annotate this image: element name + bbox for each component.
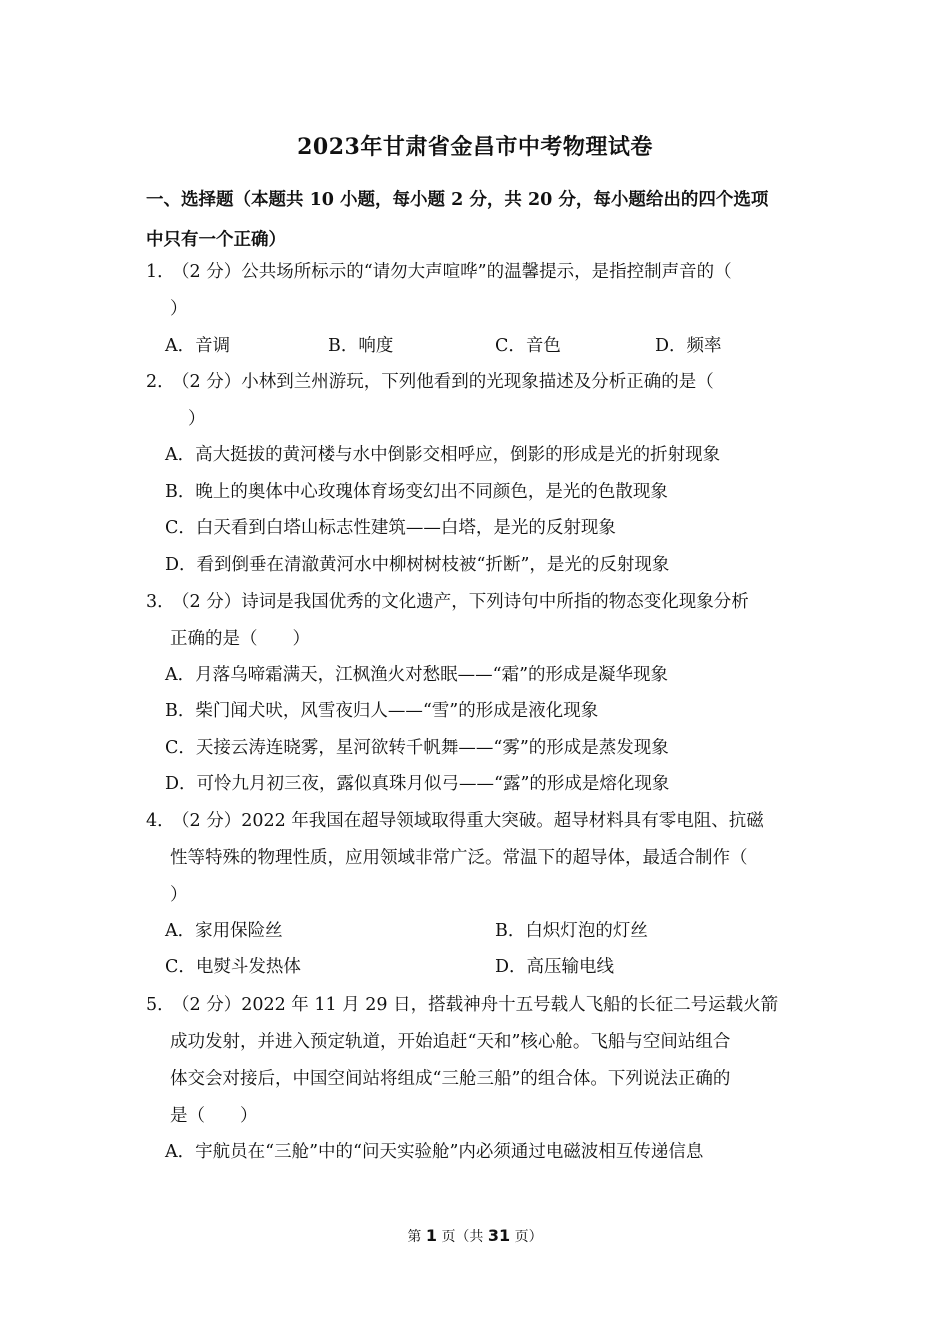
section-heading: 一、选择题（本题共 10 小题，每小题 2 分，共 20 分，每小题给出的四个选项	[146, 190, 769, 210]
question-text: （2 分）诗词是我国优秀的文化遗产，下列诗句中所指的物态变化现象分析	[172, 592, 749, 612]
option-b: B．响度	[328, 336, 394, 356]
footer-page-number: 1	[425, 1226, 437, 1245]
option-a: A．音调	[165, 336, 231, 356]
option-c: C．天接云涛连晓雾，星河欲转千帆舞——“雾”的形成是蒸发现象	[165, 738, 669, 758]
question-text: 正确的是（ ）	[170, 629, 310, 649]
option-d: D．可怜九月初三夜，露似真珠月似弓——“露”的形成是熔化现象	[165, 774, 670, 794]
option-d: D．频率	[655, 336, 722, 356]
option-c: C．白天看到白塔山标志性建筑——白塔，是光的反射现象	[165, 518, 616, 538]
question-number: 4．	[146, 811, 175, 831]
section-heading-cont: 中只有一个正确）	[146, 230, 286, 250]
option-a: A．宇航员在“三舱”中的“问天实验舱”内必须通过电磁波相互传递信息	[165, 1142, 704, 1162]
footer-total-pages: 31	[487, 1226, 511, 1245]
question-text: （2 分）2022 年我国在超导领域取得重大突破。超导材料具有零电阻、抗磁	[172, 811, 764, 831]
footer-suffix: 页）	[514, 1229, 543, 1245]
option-b: B．晚上的奥体中心玫瑰体育场变幻出不同颜色，是光的色散现象	[165, 482, 668, 502]
option-b: B．白炽灯泡的灯丝	[495, 921, 648, 941]
footer-middle: 页（共	[441, 1229, 484, 1245]
option-d: D．高压输电线	[495, 957, 615, 977]
page-footer	[0, 1226, 950, 1246]
question-text: ）	[170, 299, 188, 319]
footer-prefix: 第	[407, 1229, 422, 1245]
question-number: 1．	[146, 262, 175, 282]
question-number: 3．	[146, 592, 175, 612]
question-number: 5．	[146, 995, 175, 1015]
question-text: 是（ ）	[170, 1106, 258, 1126]
question-text: 成功发射，并进入预定轨道，开始追赶“天和”核心舱。飞船与空间站组合	[170, 1032, 731, 1052]
question-text: 体交会对接后，中国空间站将组成“三舱三船”的组合体。下列说法正确的	[170, 1069, 731, 1089]
option-c: C．音色	[495, 336, 561, 356]
option-a: A．家用保险丝	[165, 921, 283, 941]
question-text: （2 分）2022 年 11 月 29 日，搭载神舟十五号载人飞船的长征二号运载火箭	[172, 995, 779, 1015]
question-text: ）	[170, 885, 188, 905]
option-d: D．看到倒垂在清澈黄河水中柳树树枝被“折断”，是光的反射现象	[165, 555, 670, 575]
option-b: B．柴门闻犬吠，风雪夜归人——“雪”的形成是液化现象	[165, 701, 599, 721]
question-text: （2 分）小林到兰州游玩，下列他看到的光现象描述及分析正确的是（	[172, 372, 714, 392]
question-text: （2 分）公共场所标示的“请勿大声喧哗”的温馨提示，是指控制声音的（	[172, 262, 732, 282]
question-number: 2．	[146, 372, 175, 392]
page-title: 2023年甘肃省金昌市中考物理试卷	[297, 134, 653, 160]
option-a: A．高大挺拔的黄河楼与水中倒影交相呼应，倒影的形成是光的折射现象	[165, 445, 721, 465]
question-text: ）	[188, 409, 206, 429]
question-text: 性等特殊的物理性质，应用领域非常广泛。常温下的超导体，最适合制作（	[170, 848, 748, 868]
option-c: C．电熨斗发热体	[165, 957, 301, 977]
option-a: A．月落乌啼霜满天，江枫渔火对愁眠——“霜”的形成是凝华现象	[165, 665, 669, 685]
